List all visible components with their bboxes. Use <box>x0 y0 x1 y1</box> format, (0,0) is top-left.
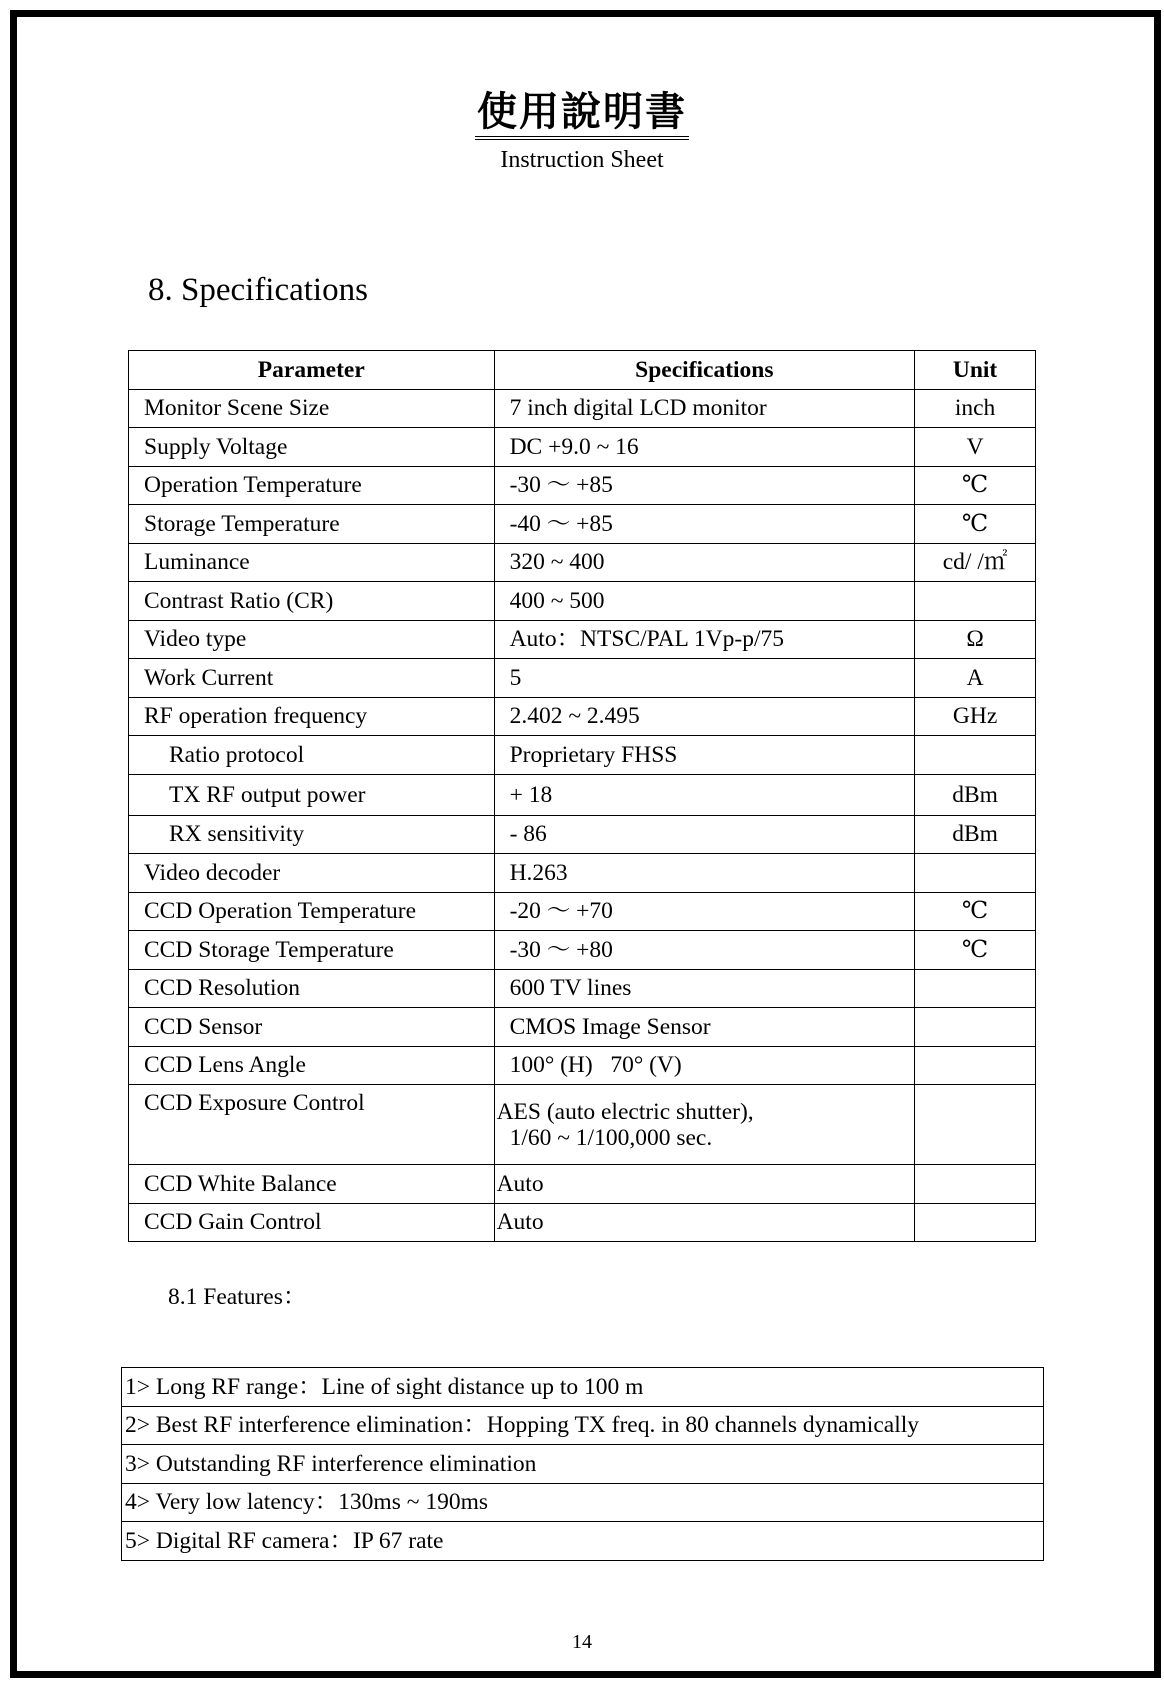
unit-cell: cd/ /㎡ <box>915 543 1036 582</box>
spec-cell: 5 <box>494 659 915 698</box>
spec-cell: + 18 <box>494 774 915 815</box>
table-header-row <box>129 351 1036 390</box>
spec-cell: Auto：NTSC/PAL 1Vp-p/75 <box>494 620 915 659</box>
feature-row <box>122 1368 1044 1407</box>
feature-item: 4> Very low latency：130ms ~ 190ms <box>122 1483 1044 1522</box>
table-row <box>129 582 1036 621</box>
spec-cell: 7 inch digital LCD monitor <box>494 389 915 428</box>
param-cell: Luminance <box>129 543 495 582</box>
unit-cell: ℃ <box>915 892 1036 931</box>
unit-cell <box>915 1046 1036 1085</box>
param-cell: Work Current <box>129 659 495 698</box>
param-cell: Monitor Scene Size <box>129 389 495 428</box>
spec-cell: Auto <box>494 1203 915 1242</box>
spec-cell: 600 TV lines <box>494 969 915 1008</box>
table-row <box>129 466 1036 505</box>
unit-cell <box>915 1165 1036 1204</box>
unit-cell <box>915 969 1036 1008</box>
feature-row <box>122 1522 1044 1561</box>
param-cell: CCD Storage Temperature <box>129 931 495 970</box>
table-row <box>129 969 1036 1008</box>
spec-cell: 320 ~ 400 <box>494 543 915 582</box>
spec-cell: -30 ～ +80 <box>494 931 915 970</box>
feature-item: 3> Outstanding RF interference elimination <box>122 1445 1044 1484</box>
param-cell: Video decoder <box>129 854 495 893</box>
table-row <box>129 389 1036 428</box>
feature-row <box>122 1445 1044 1484</box>
table-row <box>129 1008 1036 1047</box>
param-cell: TX RF output power <box>129 774 495 815</box>
unit-cell <box>915 1085 1036 1165</box>
feature-item: 1> Long RF range：Line of sight distance up to 100 m <box>122 1368 1044 1407</box>
param-cell: CCD Gain Control <box>129 1203 495 1242</box>
column-header-parameter: Parameter <box>129 351 495 390</box>
table-row <box>129 1085 1036 1165</box>
param-cell: Contrast Ratio (CR) <box>129 582 495 621</box>
param-cell: Storage Temperature <box>129 505 495 544</box>
unit-cell: ℃ <box>915 931 1036 970</box>
spec-line-1: AES (auto electric shutter), <box>496 1098 754 1125</box>
features-title: 8.1 Features： <box>168 1284 307 1310</box>
unit-cell: Ω <box>915 620 1036 659</box>
feature-item: 5> Digital RF camera：IP 67 rate <box>122 1522 1044 1561</box>
feature-row <box>122 1483 1044 1522</box>
unit-cell: dBm <box>915 774 1036 815</box>
spec-cell: H.263 <box>494 854 915 893</box>
table-row <box>129 1203 1036 1242</box>
spec-cell: Proprietary FHSS <box>494 736 915 775</box>
table-row <box>129 620 1036 659</box>
param-cell: RF operation frequency <box>129 697 495 736</box>
table-row <box>129 697 1036 736</box>
param-cell: CCD Exposure Control <box>129 1085 495 1165</box>
section-title: 8. Specifications <box>148 272 368 308</box>
table-row <box>129 505 1036 544</box>
param-cell: CCD White Balance <box>129 1165 495 1204</box>
unit-cell <box>915 1008 1036 1047</box>
specifications-table <box>128 350 1036 1242</box>
unit-cell: inch <box>915 389 1036 428</box>
table-row <box>129 1046 1036 1085</box>
param-cell: Ratio protocol <box>129 736 495 775</box>
feature-item: 2> Best RF interference elimination：Hopping TX freq. in 80 channels dynamically <box>122 1406 1044 1445</box>
param-cell: Operation Temperature <box>129 466 495 505</box>
spec-cell: -30 ～ +85 <box>494 466 915 505</box>
unit-cell: dBm <box>915 815 1036 854</box>
unit-cell: ℃ <box>915 466 1036 505</box>
column-header-specifications: Specifications <box>494 351 915 390</box>
table-row <box>129 815 1036 854</box>
unit-cell: A <box>915 659 1036 698</box>
table-row <box>129 774 1036 815</box>
spec-cell: 400 ~ 500 <box>494 582 915 621</box>
param-cell: CCD Sensor <box>129 1008 495 1047</box>
spec-cell <box>494 1085 915 1165</box>
unit-cell: V <box>915 428 1036 467</box>
features-table <box>121 1367 1044 1561</box>
page-number: 14 <box>572 1631 592 1653</box>
unit-cell <box>915 1203 1036 1242</box>
table-row <box>129 543 1036 582</box>
table-row <box>129 854 1036 893</box>
param-cell: CCD Resolution <box>129 969 495 1008</box>
unit-cell <box>915 854 1036 893</box>
spec-cell: -20 ～ +70 <box>494 892 915 931</box>
unit-cell <box>915 736 1036 775</box>
param-cell: Supply Voltage <box>129 428 495 467</box>
table-row <box>129 428 1036 467</box>
unit-cell <box>915 582 1036 621</box>
spec-line-2: 1/60 ~ 1/100,000 sec. <box>509 1124 713 1151</box>
param-cell: CCD Operation Temperature <box>129 892 495 931</box>
table-row <box>129 931 1036 970</box>
spec-cell: Auto <box>494 1165 915 1204</box>
document-title-english: Instruction Sheet <box>500 147 664 173</box>
column-header-unit: Unit <box>915 351 1036 390</box>
table-row <box>129 892 1036 931</box>
spec-cell: - 86 <box>494 815 915 854</box>
unit-cell: ℃ <box>915 505 1036 544</box>
param-cell: CCD Lens Angle <box>129 1046 495 1085</box>
spec-cell: 2.402 ~ 2.495 <box>494 697 915 736</box>
table-row <box>129 1165 1036 1204</box>
spec-cell: DC +9.0 ~ 16 <box>494 428 915 467</box>
param-cell: Video type <box>129 620 495 659</box>
spec-cell: -40 ～ +85 <box>494 505 915 544</box>
table-row <box>129 736 1036 775</box>
unit-cell: GHz <box>915 697 1036 736</box>
param-cell: RX sensitivity <box>129 815 495 854</box>
feature-row <box>122 1406 1044 1445</box>
spec-cell: 100° (H) 70° (V) <box>494 1046 915 1085</box>
document-title-chinese: 使用說明書 <box>0 88 1164 136</box>
spec-cell: CMOS Image Sensor <box>494 1008 915 1047</box>
table-row <box>129 659 1036 698</box>
